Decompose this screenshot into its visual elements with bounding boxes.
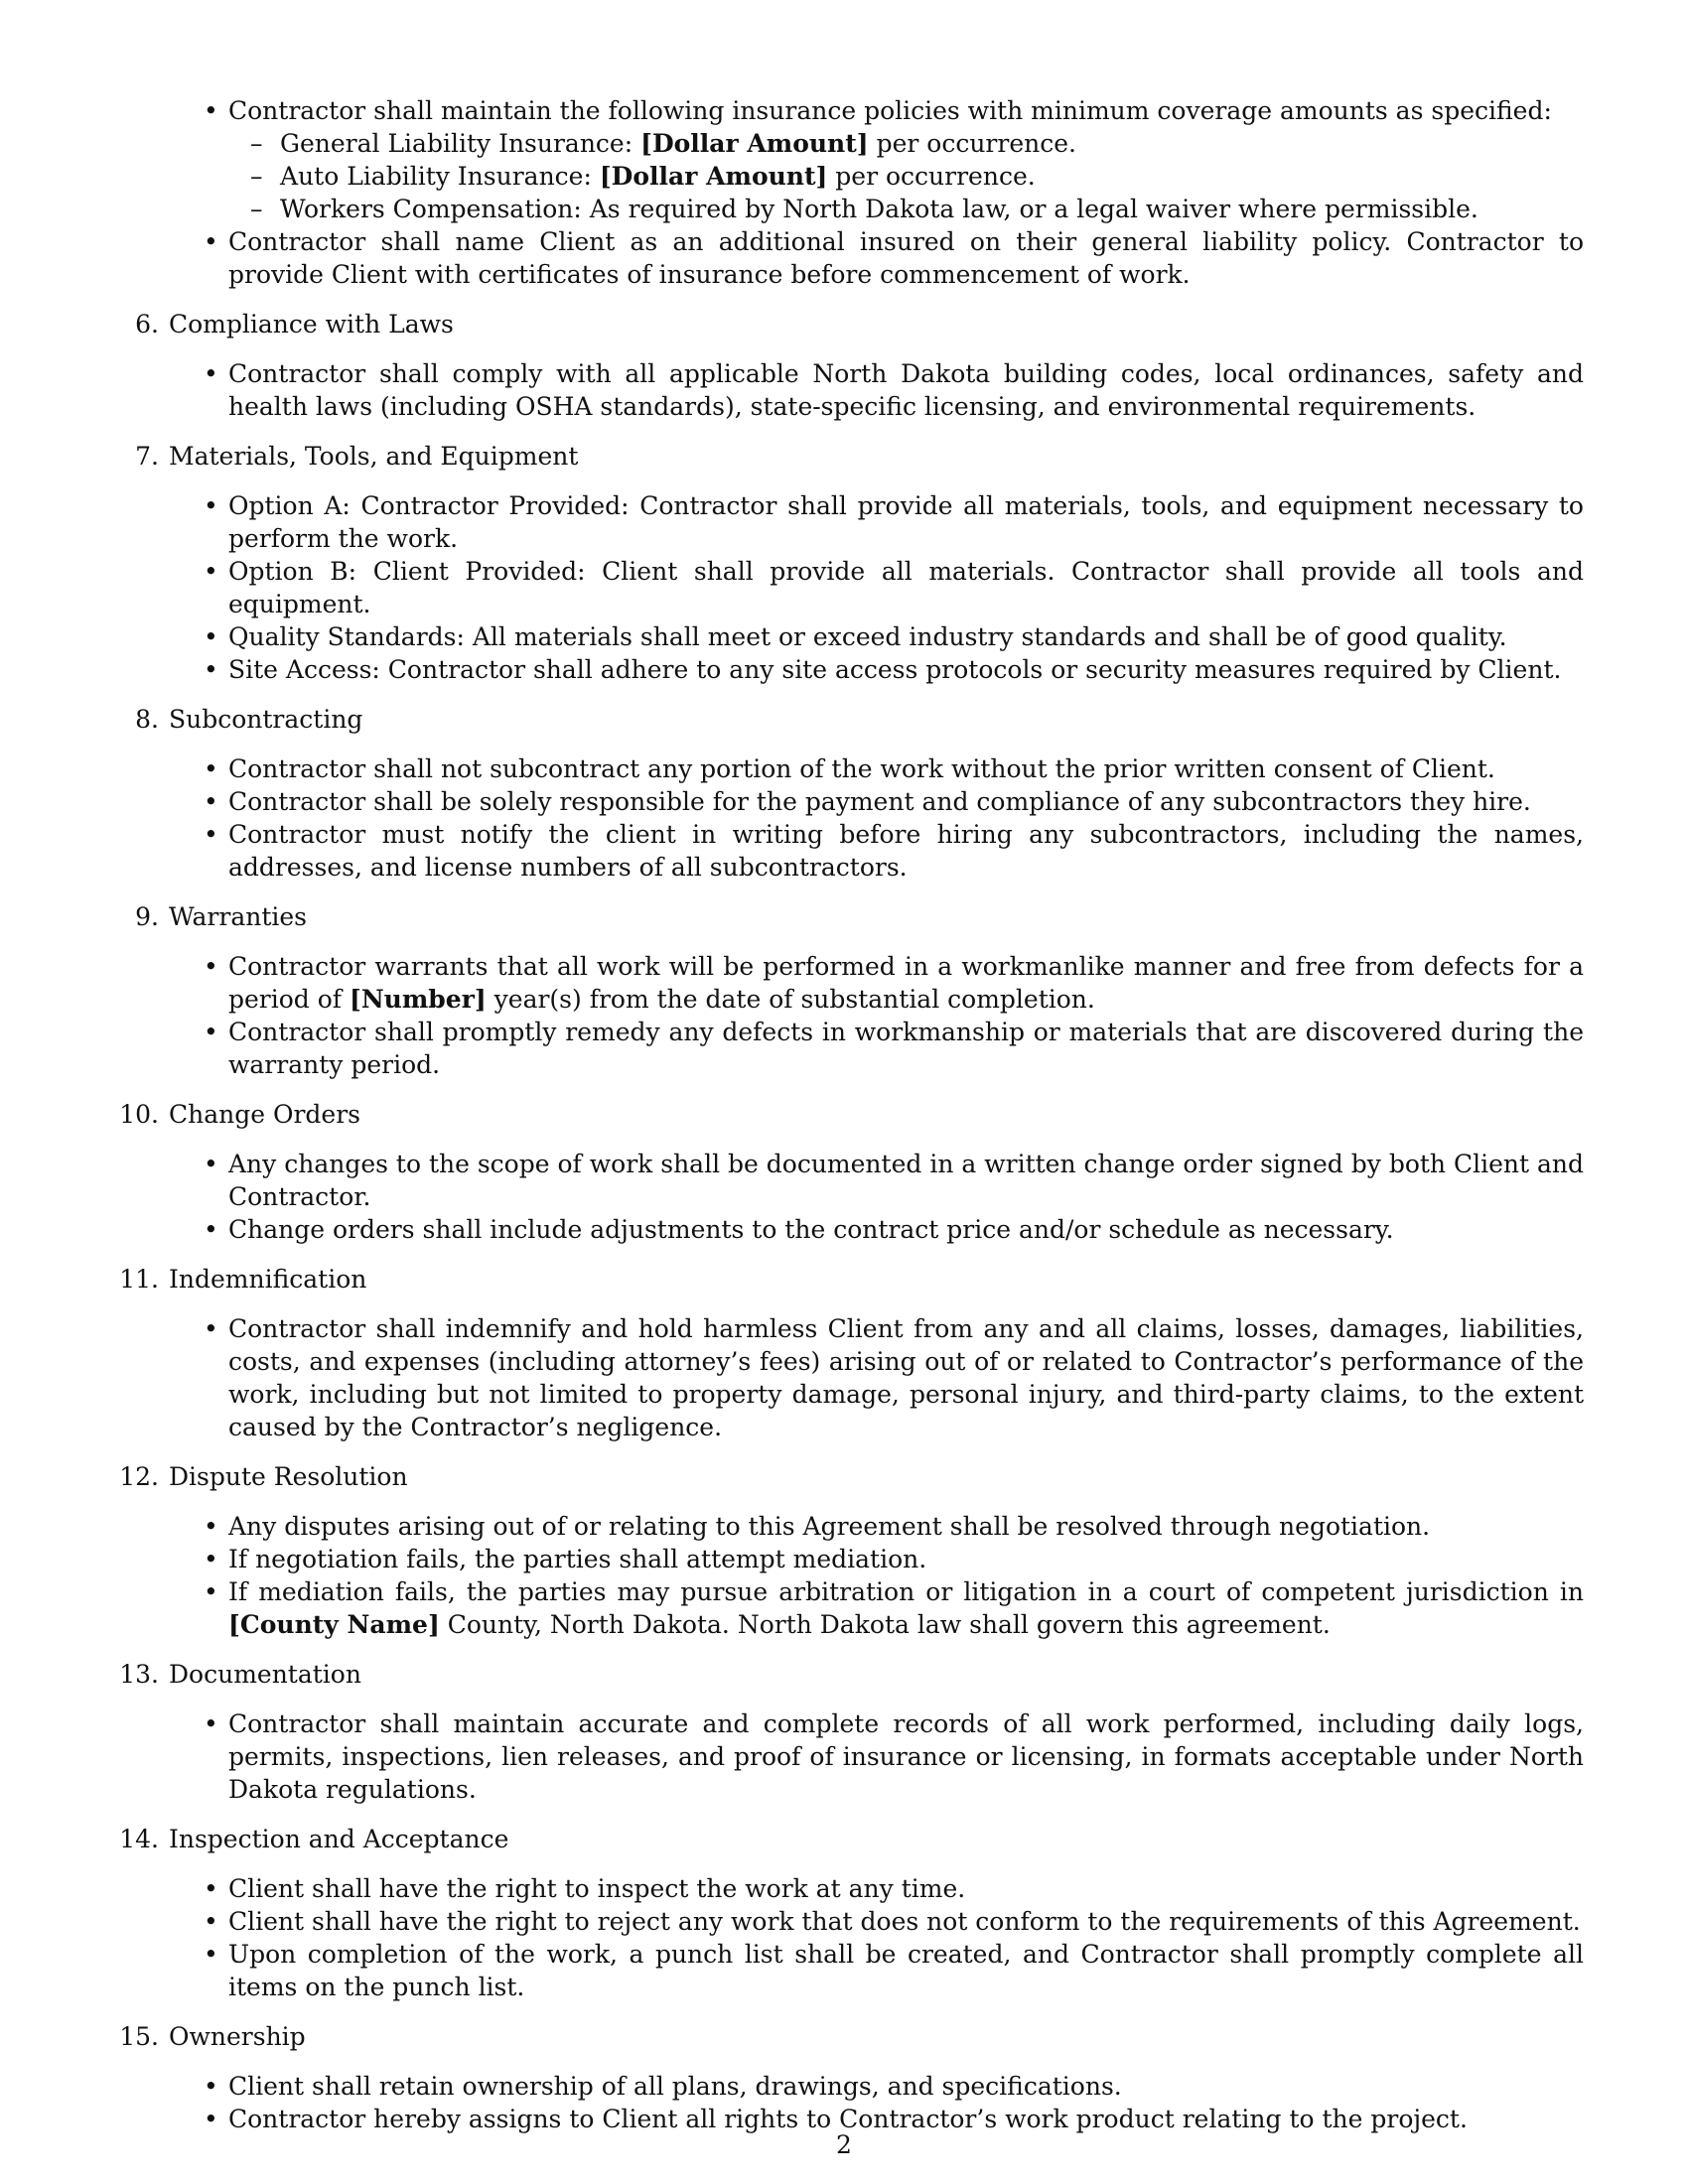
list-item-text: Contractor warrants that all work will be performed in a workmanlike manner and free from defects for a period of [228,952,1584,1014]
section-heading [109,1460,1599,1493]
bullet-list [109,1148,1599,1246]
list-item-text: Contractor must notify the client in writing before hiring any subcontractors, including the names, addresses, and license numbers of all subcontractors. [228,820,1584,882]
list-item-text: Any disputes arising out of or relating to this Agreement shall be resolved through negotiation. [228,1512,1431,1541]
section-title: Documentation [169,1660,361,1689]
placeholder-field: [Dollar Amount] [599,162,828,191]
list-item-text: year(s) from the date of substantial completion. [486,985,1095,1014]
page-number: 2 [836,2130,852,2159]
section-title: Warranties [169,902,308,931]
section-number: 9. [135,902,159,931]
sections-container [109,308,1599,2135]
list-item [109,818,1584,884]
section-number: 11. [119,1265,159,1294]
bullet-list [109,1707,1599,1806]
list-item-text: Change orders shall include adjustments to the contract price and/or schedule as necessary. [228,1215,1394,1244]
section [109,308,1599,423]
list-item [109,2070,1584,2103]
section-number: 6. [135,310,159,339]
sub-list-item [228,127,1584,160]
section-heading [109,440,1599,473]
list-item [109,225,1584,291]
section [109,1658,1599,1806]
list-item [109,489,1584,555]
list-item [109,1938,1584,2003]
sub-item-text: General Liability Insurance: [280,129,641,158]
section-number: 12. [119,1462,159,1491]
section [109,1098,1599,1246]
sub-item-text: per occurrence. [868,129,1076,158]
sub-item-text: Workers Compensation: As required by North Dakota law, or a legal waiver where permissible. [280,195,1478,223]
list-item-text: Option B: Client Provided: Client shall provide all materials. Contractor shall provide all tools and equipment. [228,557,1584,618]
list-item [109,1905,1584,1938]
section-title: Inspection and Acceptance [169,1825,509,1853]
list-item [109,752,1584,785]
list-item-text: Option A: Contractor Provided: Contractor shall provide all materials, tools, and equipment necessary to perform the work. [228,491,1584,553]
placeholder-field: [Dollar Amount] [640,129,869,158]
section-heading [109,1263,1599,1296]
section-number: 13. [119,1660,159,1689]
list-item [109,653,1584,686]
section [109,1823,1599,2003]
list-item [109,785,1584,818]
insurance-intro-text: Contractor shall maintain the following insurance policies with minimum coverage amounts as specified: [228,96,1552,125]
section [109,1460,1599,1641]
list-item [109,1213,1584,1246]
list-item [109,1872,1584,1905]
list-item-text: Site Access: Contractor shall adhere to any site access protocols or security measures required by Client. [228,655,1562,684]
insurance-bullets [109,94,1599,291]
bullet-list [109,1872,1599,2003]
list-item [109,94,1584,225]
section-number: 15. [119,2022,159,2051]
list-item [109,1312,1584,1443]
section-title: Change Orders [169,1100,361,1129]
insurance-sublist [228,127,1584,225]
section [109,2020,1599,2135]
bullet-list [109,489,1599,686]
sub-item-text: Auto Liability Insurance: [280,162,600,191]
insurance-additional-text: Contractor shall name Client as an additional insured on their general liability policy. Contractor to provide Client with certificates of insurance before commencement of work. [228,227,1584,289]
list-item [109,1148,1584,1213]
list-item-text: Upon completion of the work, a punch list shall be created, and Contractor shall promptly complete all items on the punch list. [228,1940,1584,2001]
list-item-text: Contractor shall not subcontract any portion of the work without the prior written consent of Client. [228,754,1495,783]
section-number: 8. [135,705,159,734]
section-heading [109,2020,1599,2053]
bullet-list [109,1312,1599,1443]
list-item [109,1016,1584,1081]
list-item [109,357,1584,423]
section-title: Ownership [169,2022,306,2051]
section-title: Dispute Resolution [169,1462,408,1491]
section-title: Indemnification [169,1265,367,1294]
section-heading [109,1823,1599,1855]
section [109,440,1599,686]
section-heading [109,703,1599,736]
section-number: 14. [119,1825,159,1853]
list-item [109,1543,1584,1575]
list-item-text: Client shall have the right to inspect the work at any time. [228,1874,966,1903]
section-heading [109,308,1599,341]
list-item-text: Client shall have the right to reject any work that does not conform to the requirements of this Agreement. [228,1907,1581,1936]
list-item-text: Any changes to the scope of work shall be documented in a written change order signed by both Client and Contractor. [228,1150,1584,1211]
placeholder-field: [County Name] [228,1610,440,1639]
list-item-text: If negotiation fails, the parties shall attempt mediation. [228,1545,927,1573]
bullet-list [109,2070,1599,2135]
bullet-list [109,950,1599,1081]
list-item-text: Contractor shall indemnify and hold harmless Client from any and all claims, losses, damages, liabilities, costs, and expenses (including attorney’s fees) arising out of or related to Contractor’s performance of the work, including but not limited to property damage, personal injury, and third-party claims, to the extent caused by the Contractor’s negligence. [228,1314,1584,1441]
sub-list-item [228,193,1584,225]
section-title: Subcontracting [169,705,363,734]
list-item-text: Contractor shall promptly remedy any defects in workmanship or materials that are discovered during the warranty period. [228,1018,1584,1079]
list-item [109,1575,1584,1641]
section-heading [109,1658,1599,1691]
section [109,1263,1599,1443]
list-item-text: Quality Standards: All materials shall meet or exceed industry standards and shall be of good quality. [228,622,1507,651]
list-item-text: Contractor shall maintain accurate and complete records of all work performed, including daily logs, permits, inspections, lien releases, and proof of insurance or licensing, in formats acceptable under North Dakota regulations. [228,1709,1584,1804]
list-item [109,950,1584,1016]
list-item-text: Contractor shall comply with all applicable North Dakota building codes, local ordinances, safety and health laws (including OSHA standards), state-specific licensing, and environmental requirements. [228,359,1584,421]
section [109,703,1599,884]
bullet-list [109,357,1599,423]
list-item-text: Contractor shall be solely responsible for the payment and compliance of any subcontractors they hire. [228,787,1531,816]
list-item-text: If mediation fails, the parties may pursue arbitration or litigation in a court of competent jurisdiction in [228,1577,1584,1606]
section-number: 10. [119,1100,159,1129]
list-item-text: Client shall retain ownership of all plans, drawings, and specifications. [228,2072,1122,2101]
section-heading [109,1098,1599,1131]
list-item [109,1707,1584,1806]
placeholder-field: [Number] [350,985,487,1014]
list-item [109,1510,1584,1543]
list-item-text: County, North Dakota. North Dakota law shall govern this agreement. [439,1610,1331,1639]
list-item [109,555,1584,620]
sub-list-item [228,160,1584,193]
bullet-list [109,1510,1599,1641]
bullet-list [109,752,1599,884]
section-heading [109,900,1599,933]
section-number: 7. [135,442,159,471]
section-title: Compliance with Laws [169,310,454,339]
document-body [109,94,1599,2135]
section [109,900,1599,1081]
section-title: Materials, Tools, and Equipment [169,442,579,471]
list-item [109,620,1584,653]
list-item-text: Contractor hereby assigns to Client all rights to Contractor’s work product relating to the project. [228,2105,1468,2133]
sub-item-text: per occurrence. [827,162,1036,191]
